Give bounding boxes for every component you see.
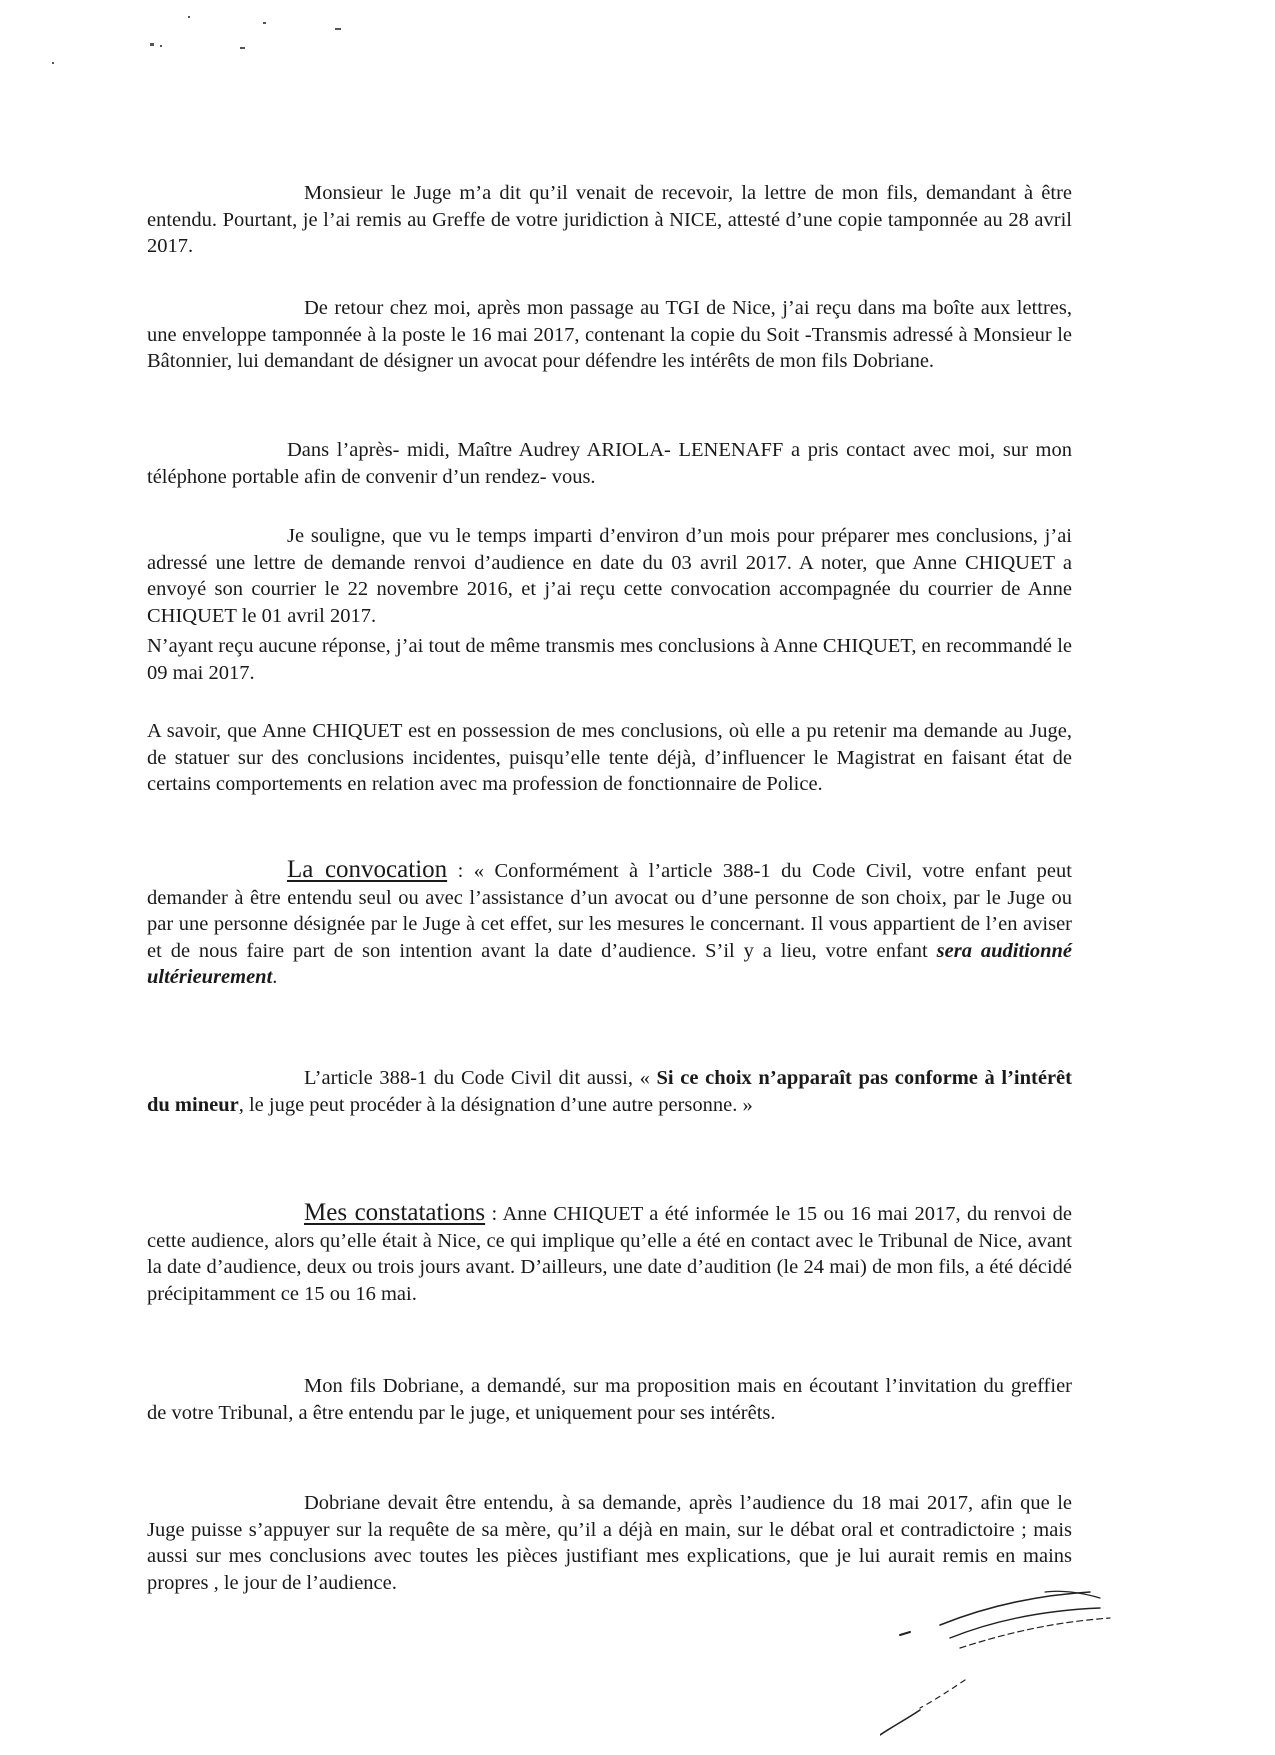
paragraph-a-savoir: A savoir, que Anne CHIQUET est en possession de mes conclusions, où elle a pu retenir ma demande au Juge, de statuer sur des conclusions incidentes, puisqu’elle tente déjà, d’influencer le Magistrat en faisant état de certains comportements en relation avec ma profession de fonctionnaire de Police. (147, 720, 1072, 796)
scan-specks (0, 0, 1275, 200)
paragraph-maitre-avocat: Dans l’après- midi, Maître Audrey ARIOLA- LENENAFF a pris contact avec moi, sur mon téléphone portable afin de convenir d’un rendez- vous. (147, 439, 1072, 488)
convocation-heading: La convocation (287, 856, 448, 883)
paragraph-dobriane-entendu: Dobriane devait être entendu, à sa demande, après l’audience du 18 mai 2017, afin que le Juge puisse s’appuyer sur la requête de sa mère, qu’il a déjà en main, sur le débat oral et contradictoire ; mais aussi sur mes conclusions avec toutes les pièces justifiant mes explications, que je lui aurait remis en mains propres , le jour de l’audience. (147, 1492, 1072, 1594)
paragraph-convocation: La convocation : « Conformément à l’article 388-1 du Code Civil, votre enfant peut demander à être entendu seul ou avec l’assistance d’un avocat ou d’une personne de son choix, par le Juge ou par une personne désignée par le Juge à cet effet, sur les mesures le concernant. Il vous appartient de l’en aviser et de nous faire part de son intention avant la date d’audience. S’il y a lieu, votre enfant sera auditionné ultérieurement. (147, 856, 1072, 989)
paragraph-aucune-reponse: N’ayant reçu aucune réponse, j’ai tout de même transmis mes conclusions à Anne CHIQUET, en recommandé le 09 mai 2017. (147, 635, 1072, 684)
paragraph-juge-lettre: Monsieur le Juge m’a dit qu’il venait de recevoir, la lettre de mon fils, demandant à être entendu. Pourtant, je l’ai remis au Greffe de votre juridiction à NICE, attesté d’une copie tamponnée au 28 avril 2017. (147, 182, 1072, 258)
paragraph-retour-tgi: De retour chez moi, après mon passage au TGI de Nice, j’ai reçu dans ma boîte aux lettres, une enveloppe tamponnée à la poste le 16 mai 2017, contenant la copie du Soit -Transmis adressé à Monsieur le Bâtonnier, lui demandant de désigner un avocat pour défendre les intérêts de mon fils Dobriane. (147, 297, 1072, 373)
constatations-heading: Mes constatations (304, 1199, 486, 1226)
paragraph-mon-fils: Mon fils Dobriane, a demandé, sur ma proposition mais en écoutant l’invitation du greffier de votre Tribunal, a être entendu par le juge, et uniquement pour ses intérêts. (147, 1375, 1072, 1424)
handwritten-signature (880, 1580, 1160, 1740)
paragraph-constatations: Mes constatations : Anne CHIQUET a été informée le 15 ou 16 mai 2017, du renvoi de cette audience, alors qu’elle était à Nice, ce qui implique qu’elle a été en contact avec le Tribunal de Nice, avant la date d’audience, deux ou trois jours avant. D’ailleurs, une date d’audition (le 24 mai) de mon fils, a été décidé précipitamment ce 15 ou 16 mai. (147, 1199, 1072, 1305)
paragraph-souligne: Je souligne, que vu le temps imparti d’environ d’un mois pour préparer mes conclusions, j’ai adressé une lettre de demande renvoi d’audience en date du 03 avril 2017. A noter, que Anne CHIQUET a envoyé son courrier le 22 novembre 2016, et j’ai reçu cette convocation accompagnée du courrier de Anne CHIQUET le 01 avril 2017. (147, 525, 1072, 627)
paragraph-article-388: L’article 388-1 du Code Civil dit aussi, « Si ce choix n’apparaît pas conforme à l’intérêt du mineur, le juge peut procéder à la désignation d’une autre personne. » (147, 1067, 1072, 1116)
